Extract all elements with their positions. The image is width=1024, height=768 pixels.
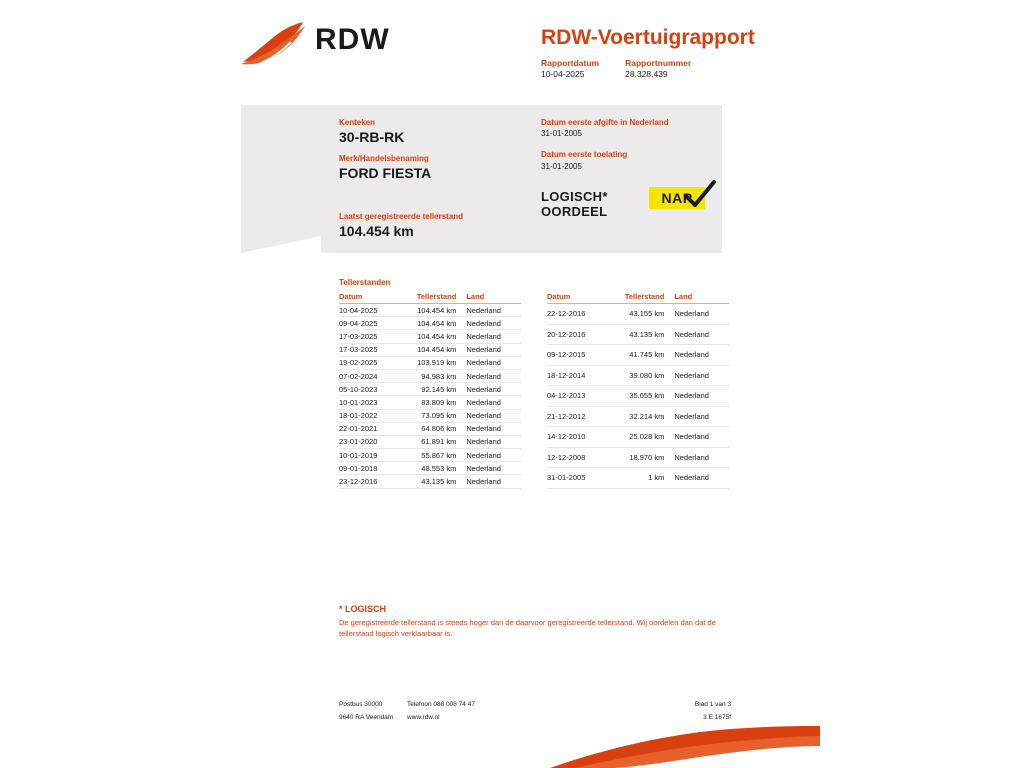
cell-tellerstand: 18.970 km bbox=[606, 447, 672, 468]
footer-page-number: Blad 1 van 3 bbox=[694, 701, 731, 708]
cell-land: Nederland bbox=[672, 427, 729, 448]
odometer-table-left bbox=[339, 291, 521, 489]
footnote-body: De geregistreerde tellerstand is steeds hoger dan de daarvoor geregistreerde tellerstand. Wij oordelen dan dat de tellerstand logisch verklaarbaar is. bbox=[339, 618, 716, 639]
cell-datum: 10-04-2025 bbox=[339, 304, 398, 317]
cell-tellerstand: 73.095 km bbox=[398, 409, 464, 422]
cell-land: Nederland bbox=[464, 343, 521, 356]
cell-datum: 09-12-2015 bbox=[547, 345, 606, 366]
table-row bbox=[339, 435, 521, 448]
cell-datum: 23-12-2016 bbox=[339, 475, 398, 488]
cell-tellerstand: 64.806 km bbox=[398, 422, 464, 435]
cell-tellerstand: 41.745 km bbox=[606, 345, 672, 366]
table-row bbox=[339, 462, 521, 475]
cell-land: Nederland bbox=[464, 475, 521, 488]
footnote-title: * LOGISCH bbox=[339, 604, 387, 614]
cell-tellerstand: 61.891 km bbox=[398, 435, 464, 448]
report-number-label: Rapportnummer bbox=[625, 58, 692, 68]
cell-datum: 18-12-2014 bbox=[547, 365, 606, 386]
cell-tellerstand: 83.809 km bbox=[398, 396, 464, 409]
cell-tellerstand: 1 km bbox=[606, 468, 672, 489]
cell-tellerstand: 35.655 km bbox=[606, 386, 672, 407]
laatste-tellerstand-value: 104.454 km bbox=[339, 223, 414, 240]
column-header-datum: Datum bbox=[339, 291, 398, 304]
cell-land: Nederland bbox=[672, 386, 729, 407]
verdict-block bbox=[541, 190, 608, 220]
column-header-land: Land bbox=[672, 291, 729, 304]
cell-land: Nederland bbox=[464, 304, 521, 317]
footer-website: www.rdw.nl bbox=[407, 714, 440, 721]
cell-datum: 07-02-2024 bbox=[339, 369, 398, 382]
table-row bbox=[339, 330, 521, 343]
cell-tellerstand: 39.080 km bbox=[606, 365, 672, 386]
cell-datum: 09-04-2025 bbox=[339, 317, 398, 330]
cell-datum: 23-01-2020 bbox=[339, 435, 398, 448]
table-row bbox=[547, 427, 729, 448]
table-row bbox=[339, 449, 521, 462]
table-row bbox=[339, 422, 521, 435]
table-row bbox=[547, 324, 729, 345]
footer-address-line-1: Postbus 30000 bbox=[339, 701, 383, 708]
column-header-tellerstand: Tellerstand bbox=[398, 291, 464, 304]
cell-land: Nederland bbox=[464, 449, 521, 462]
report-date-block bbox=[541, 58, 599, 80]
cell-tellerstand: 25.028 km bbox=[606, 427, 672, 448]
cell-datum: 19-02-2025 bbox=[339, 356, 398, 369]
cell-datum: 05-10-2023 bbox=[339, 383, 398, 396]
cell-land: Nederland bbox=[672, 324, 729, 345]
cell-land: Nederland bbox=[672, 447, 729, 468]
report-number-block bbox=[625, 58, 691, 80]
footer-row-1 bbox=[339, 701, 731, 708]
cell-tellerstand: 43.135 km bbox=[606, 324, 672, 345]
cell-tellerstand: 104.454 km bbox=[398, 304, 464, 317]
nap-badge-label: NAP bbox=[661, 190, 693, 206]
table-header-row bbox=[547, 291, 729, 304]
cell-datum: 21-12-2012 bbox=[547, 406, 606, 427]
table-row bbox=[547, 468, 729, 489]
cell-land: Nederland bbox=[672, 345, 729, 366]
cell-land: Nederland bbox=[464, 356, 521, 369]
footer-row-2 bbox=[339, 714, 731, 721]
odometer-table-right bbox=[547, 291, 729, 489]
cell-land: Nederland bbox=[672, 365, 729, 386]
rdw-swoosh-logo-icon bbox=[241, 20, 307, 66]
cell-datum: 22-12-2016 bbox=[547, 304, 606, 325]
cell-land: Nederland bbox=[464, 409, 521, 422]
verdict-line-1: LOGISCH* bbox=[541, 189, 608, 204]
cell-tellerstand: 103.919 km bbox=[398, 356, 464, 369]
cell-land: Nederland bbox=[464, 330, 521, 343]
cell-tellerstand: 48.553 km bbox=[398, 462, 464, 475]
cell-land: Nederland bbox=[464, 317, 521, 330]
cell-tellerstand: 104.454 km bbox=[398, 317, 464, 330]
cell-datum: 22-01-2021 bbox=[339, 422, 398, 435]
report-date-value: 10-04-2025 bbox=[541, 69, 585, 80]
cell-tellerstand: 55.867 km bbox=[398, 449, 464, 462]
cell-datum: 17-03-2025 bbox=[339, 343, 398, 356]
kenteken-label: Kenteken bbox=[339, 118, 376, 127]
footnote-block bbox=[339, 604, 739, 640]
table-row bbox=[339, 343, 521, 356]
footer-form-code: 3 E 1675f bbox=[703, 714, 731, 721]
cell-land: Nederland bbox=[464, 462, 521, 475]
column-header-datum: Datum bbox=[547, 291, 606, 304]
table-row bbox=[339, 409, 521, 422]
table-row bbox=[339, 356, 521, 369]
eerste-toelating-label: Datum eerste toelating bbox=[541, 150, 628, 160]
cell-tellerstand: 92.145 km bbox=[398, 383, 464, 396]
cell-datum: 10-01-2019 bbox=[339, 449, 398, 462]
table-row bbox=[339, 317, 521, 330]
cell-land: Nederland bbox=[464, 383, 521, 396]
report-title: RDW-Voertuigrapport bbox=[541, 26, 755, 49]
report-number-value: 28.328.439 bbox=[625, 69, 668, 80]
eerste-toelating-value: 31-01-2005 bbox=[541, 161, 582, 171]
merk-value: FORD FIESTA bbox=[339, 165, 432, 182]
cell-tellerstand: 104.454 km bbox=[398, 330, 464, 343]
table-row bbox=[339, 396, 521, 409]
vehicle-identity-block bbox=[339, 117, 529, 247]
cell-datum: 20-12-2016 bbox=[547, 324, 606, 345]
cell-land: Nederland bbox=[672, 406, 729, 427]
cell-tellerstand: 32.214 km bbox=[606, 406, 672, 427]
eerste-afgifte-label: Datum eerste afgifte in Nederland bbox=[541, 118, 669, 127]
cell-land: Nederland bbox=[464, 422, 521, 435]
cell-land: Nederland bbox=[464, 435, 521, 448]
kenteken-value: 30-RB-RK bbox=[339, 129, 405, 146]
rdw-logo-text: RDW bbox=[315, 23, 390, 56]
cell-tellerstand: 43.155 km bbox=[606, 304, 672, 325]
cell-land: Nederland bbox=[464, 396, 521, 409]
cell-land: Nederland bbox=[464, 369, 521, 382]
verdict-line-2: OORDEEL bbox=[541, 203, 608, 219]
report-date-label: Rapportdatum bbox=[541, 58, 600, 68]
registration-dates-block bbox=[541, 117, 741, 182]
table-row bbox=[547, 386, 729, 407]
cell-land: Nederland bbox=[672, 304, 729, 325]
footer-phone: Telefoon 088 008 74 47 bbox=[407, 701, 475, 708]
document-footer bbox=[339, 701, 731, 727]
vehicle-summary-panel bbox=[241, 105, 722, 253]
table-header-row bbox=[339, 291, 521, 304]
cell-datum: 31-01-2005 bbox=[547, 468, 606, 489]
footer-swoosh-graphic-icon bbox=[520, 726, 820, 768]
document-header bbox=[241, 20, 761, 90]
column-header-land: Land bbox=[464, 291, 521, 304]
merk-label: Merk/Handelsbenaming bbox=[339, 154, 429, 164]
table-row bbox=[339, 369, 521, 382]
eerste-afgifte-value: 31-01-2005 bbox=[541, 129, 582, 139]
table-row bbox=[339, 383, 521, 396]
cell-datum: 10-01-2023 bbox=[339, 396, 398, 409]
cell-datum: 17-03-2025 bbox=[339, 330, 398, 343]
table-row bbox=[547, 345, 729, 366]
cell-datum: 04-12-2013 bbox=[547, 386, 606, 407]
cell-datum: 12-12-2008 bbox=[547, 447, 606, 468]
cell-tellerstand: 104.454 km bbox=[398, 343, 464, 356]
cell-tellerstand: 94.983 km bbox=[398, 369, 464, 382]
check-mark-icon bbox=[683, 180, 717, 215]
table-row bbox=[547, 304, 729, 325]
cell-land: Nederland bbox=[672, 468, 729, 489]
table-row bbox=[547, 447, 729, 468]
footer-address-line-2: 9640 RA Veendam bbox=[339, 714, 394, 721]
cell-tellerstand: 43.135 km bbox=[398, 475, 464, 488]
cell-datum: 18-01-2022 bbox=[339, 409, 398, 422]
cell-datum: 09-01-2018 bbox=[339, 462, 398, 475]
table-row bbox=[547, 365, 729, 386]
column-header-tellerstand: Tellerstand bbox=[606, 291, 672, 304]
report-meta bbox=[541, 58, 717, 80]
cell-datum: 14-12-2010 bbox=[547, 427, 606, 448]
laatste-tellerstand-label: Laatst geregistreerde tellerstand bbox=[339, 212, 464, 222]
table-row bbox=[547, 406, 729, 427]
table-row bbox=[339, 304, 521, 317]
odometer-readings-section bbox=[339, 278, 729, 489]
tellerstanden-title: Tellerstanden bbox=[339, 278, 391, 287]
rdw-logo bbox=[241, 20, 390, 66]
table-row bbox=[339, 475, 521, 488]
